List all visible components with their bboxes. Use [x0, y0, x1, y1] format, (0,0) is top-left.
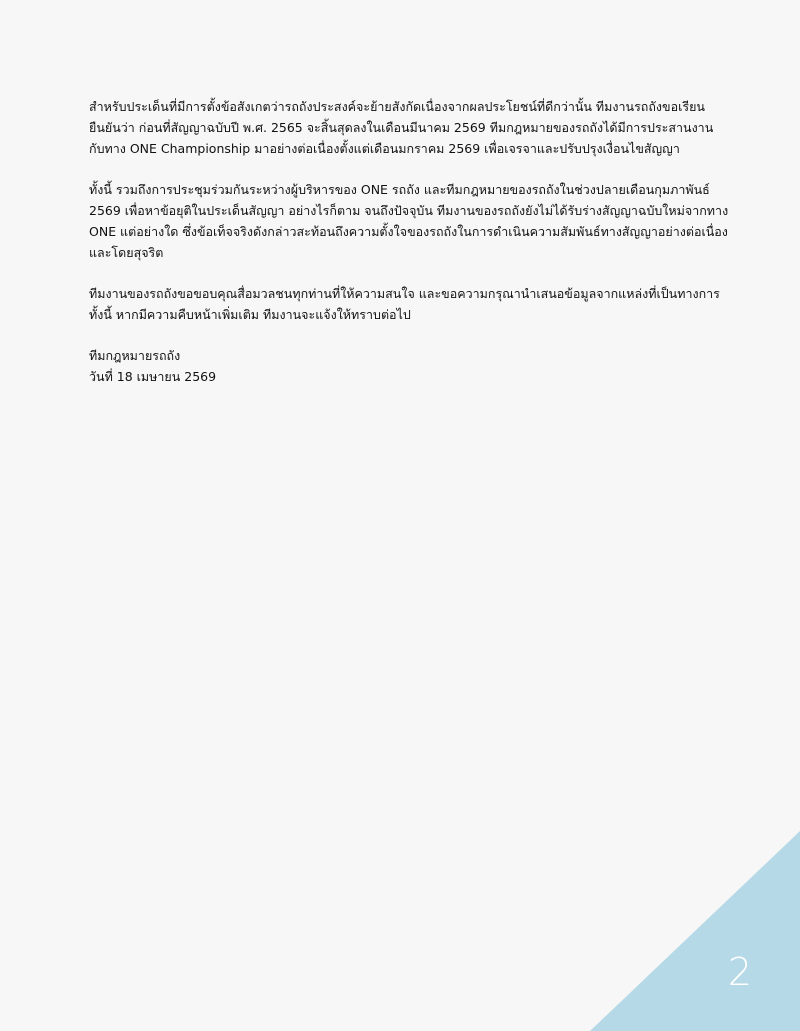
paragraph-line: ยืนยันว่า ก่อนที่สัญญาฉบับปี พ.ศ. 2565 จะสิ้นสุดลงในเดือนมีนาคม 2569 ทีมกฎหมายของรถถังได้มีการประสานงาน [89, 120, 714, 135]
page-number: 2 [727, 950, 752, 994]
paragraph-line: ONE แต่อย่างใด ซึ่งข้อเท็จจริงดังกล่าวสะท้อนถึงความตั้งใจของรถถังในการดำเนินความสัมพันธ์ทางสัญญาอย่างต่อเนื่อง [89, 224, 728, 239]
corner-triangle-decoration [590, 831, 800, 1031]
paragraph-line: ทีมงานของรถถังขอขอบคุณสื่อมวลชนทุกท่านที่ให้ความสนใจ และขอความกรุณานำเสนอข้อมูลจากแหล่งที่เป็นทางการ [89, 286, 720, 301]
paragraph-line: ทั้งนี้ หากมีความคืบหน้าเพิ่มเติม ทีมงานจะแจ้งให้ทราบต่อไป [89, 307, 411, 322]
paragraph-contract-clarification [89, 96, 729, 159]
paragraph-meeting-details [89, 179, 729, 263]
paragraph-line: สำหรับประเด็นที่มีการตั้งข้อสังเกตว่ารถถังประสงค์จะย้ายสังกัดเนื่องจากผลประโยชน์ที่ดีกว่านั้น ทีมงานรถถังขอเรียน [89, 99, 705, 114]
corner-triangle-shape [590, 831, 800, 1031]
signature-team: ทีมกฎหมายรถถัง [89, 348, 181, 363]
signature-date: วันที่ 18 เมษายน 2569 [89, 369, 217, 384]
paragraph-line: และโดยสุจริต [89, 245, 164, 260]
paragraph-line: 2569 เพื่อหาข้อยุติในประเด็นสัญญา อย่างไรก็ตาม จนถึงปัจจุบัน ทีมงานของรถถังยังไม่ได้รับร่างสัญญาฉบับใหม่จากทาง [89, 203, 729, 218]
signature-block [89, 345, 729, 387]
paragraph-line: กับทาง ONE Championship มาอย่างต่อเนื่องตั้งแต่เดือนมกราคม 2569 เพื่อเจรจาและปรับปรุงเงื่อนไขสัญญา [89, 141, 680, 156]
paragraph-line: ทั้งนี้ รวมถึงการประชุมร่วมกันระหว่างผู้บริหารของ ONE รถถัง และทีมกฎหมายของรถถังในช่วงปลายเดือนกุมภาพันธ์ [89, 182, 710, 197]
document-body [89, 96, 729, 387]
paragraph-thanks [89, 283, 729, 325]
